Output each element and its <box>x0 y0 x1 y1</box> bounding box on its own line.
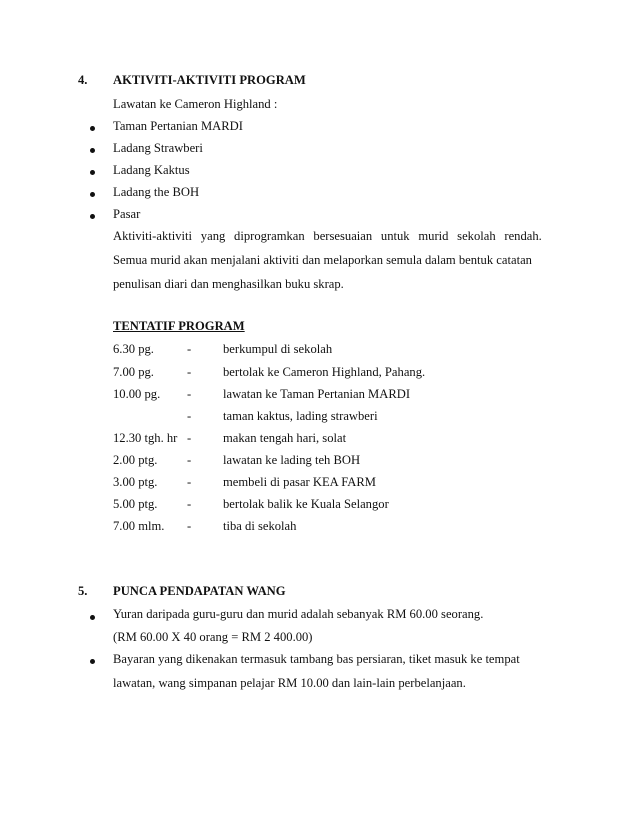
schedule-activity: berkumpul di sekolah <box>223 342 333 356</box>
paragraph-line: penulisan diari dan menghasilkan buku skrap. <box>113 277 344 291</box>
schedule-activity: lawatan ke Taman Pertanian MARDI <box>223 387 411 401</box>
schedule-dash: - <box>187 365 192 379</box>
tentatif-heading: TENTATIF PROGRAM <box>113 319 245 333</box>
schedule-activity: taman kaktus, lading strawberi <box>223 409 378 423</box>
schedule-time: 12.30 tgh. hr <box>113 431 178 445</box>
schedule-time: 6.30 pg. <box>113 342 154 356</box>
schedule-activity: membeli di pasar KEA FARM <box>223 475 376 489</box>
schedule-dash: - <box>187 431 192 445</box>
paragraph-line: Semua murid akan menjalani aktiviti dan melaporkan semula dalam bentuk catatan <box>113 253 532 267</box>
bullet-icon <box>90 214 95 219</box>
schedule-time: 10.00 pg. <box>113 387 161 401</box>
list-item: Taman Pertanian MARDI <box>113 119 243 133</box>
list-item: Yuran daripada guru-guru dan murid adalah sebanyak RM 60.00 seorang. <box>113 607 484 621</box>
schedule-dash: - <box>187 409 192 423</box>
schedule-dash: - <box>187 475 192 489</box>
schedule-time: 2.00 ptg. <box>113 453 158 467</box>
bullet-icon <box>90 148 95 153</box>
bullet-icon <box>90 192 95 197</box>
bullet-icon <box>90 126 95 131</box>
section-5-heading: PUNCA PENDAPATAN WANG <box>113 584 286 598</box>
paragraph-line: Aktiviti-aktiviti yang diprogramkan bersesuaian untuk murid sekolah rendah. <box>113 229 542 243</box>
schedule-dash: - <box>187 519 192 533</box>
schedule-time: 7.00 mlm. <box>113 519 165 533</box>
bullet-icon <box>90 659 95 664</box>
section-4-number: 4. <box>78 73 88 87</box>
section-5-number: 5. <box>78 584 88 598</box>
section-4-heading: AKTIVITI-AKTIVITI PROGRAM <box>113 73 306 87</box>
schedule-activity: lawatan ke lading teh BOH <box>223 453 361 467</box>
list-item-continuation: (RM 60.00 X 40 orang = RM 2 400.00) <box>113 630 313 644</box>
list-item: Ladang Strawberi <box>113 141 203 155</box>
list-item: Pasar <box>113 207 141 221</box>
schedule-activity: makan tengah hari, solat <box>223 431 347 445</box>
list-item: Ladang the BOH <box>113 185 200 199</box>
schedule-time: 7.00 pg. <box>113 365 154 379</box>
schedule-activity: tiba di sekolah <box>223 519 297 533</box>
bullet-icon <box>90 615 95 620</box>
list-item: Ladang Kaktus <box>113 163 190 177</box>
schedule-activity: bertolak balik ke Kuala Selangor <box>223 497 389 511</box>
list-item: Bayaran yang dikenakan termasuk tambang bas persiaran, tiket masuk ke tempat <box>113 652 520 666</box>
schedule-dash: - <box>187 497 192 511</box>
schedule-dash: - <box>187 342 192 356</box>
schedule-time: 3.00 ptg. <box>113 475 158 489</box>
section-4-intro: Lawatan ke Cameron Highland : <box>113 97 278 111</box>
schedule-dash: - <box>187 453 192 467</box>
schedule-dash: - <box>187 387 192 401</box>
schedule-activity: bertolak ke Cameron Highland, Pahang. <box>223 365 426 379</box>
bullet-icon <box>90 170 95 175</box>
schedule-time: 5.00 ptg. <box>113 497 158 511</box>
list-item-continuation: lawatan, wang simpanan pelajar RM 10.00 dan lain-lain perbelanjaan. <box>113 676 466 690</box>
